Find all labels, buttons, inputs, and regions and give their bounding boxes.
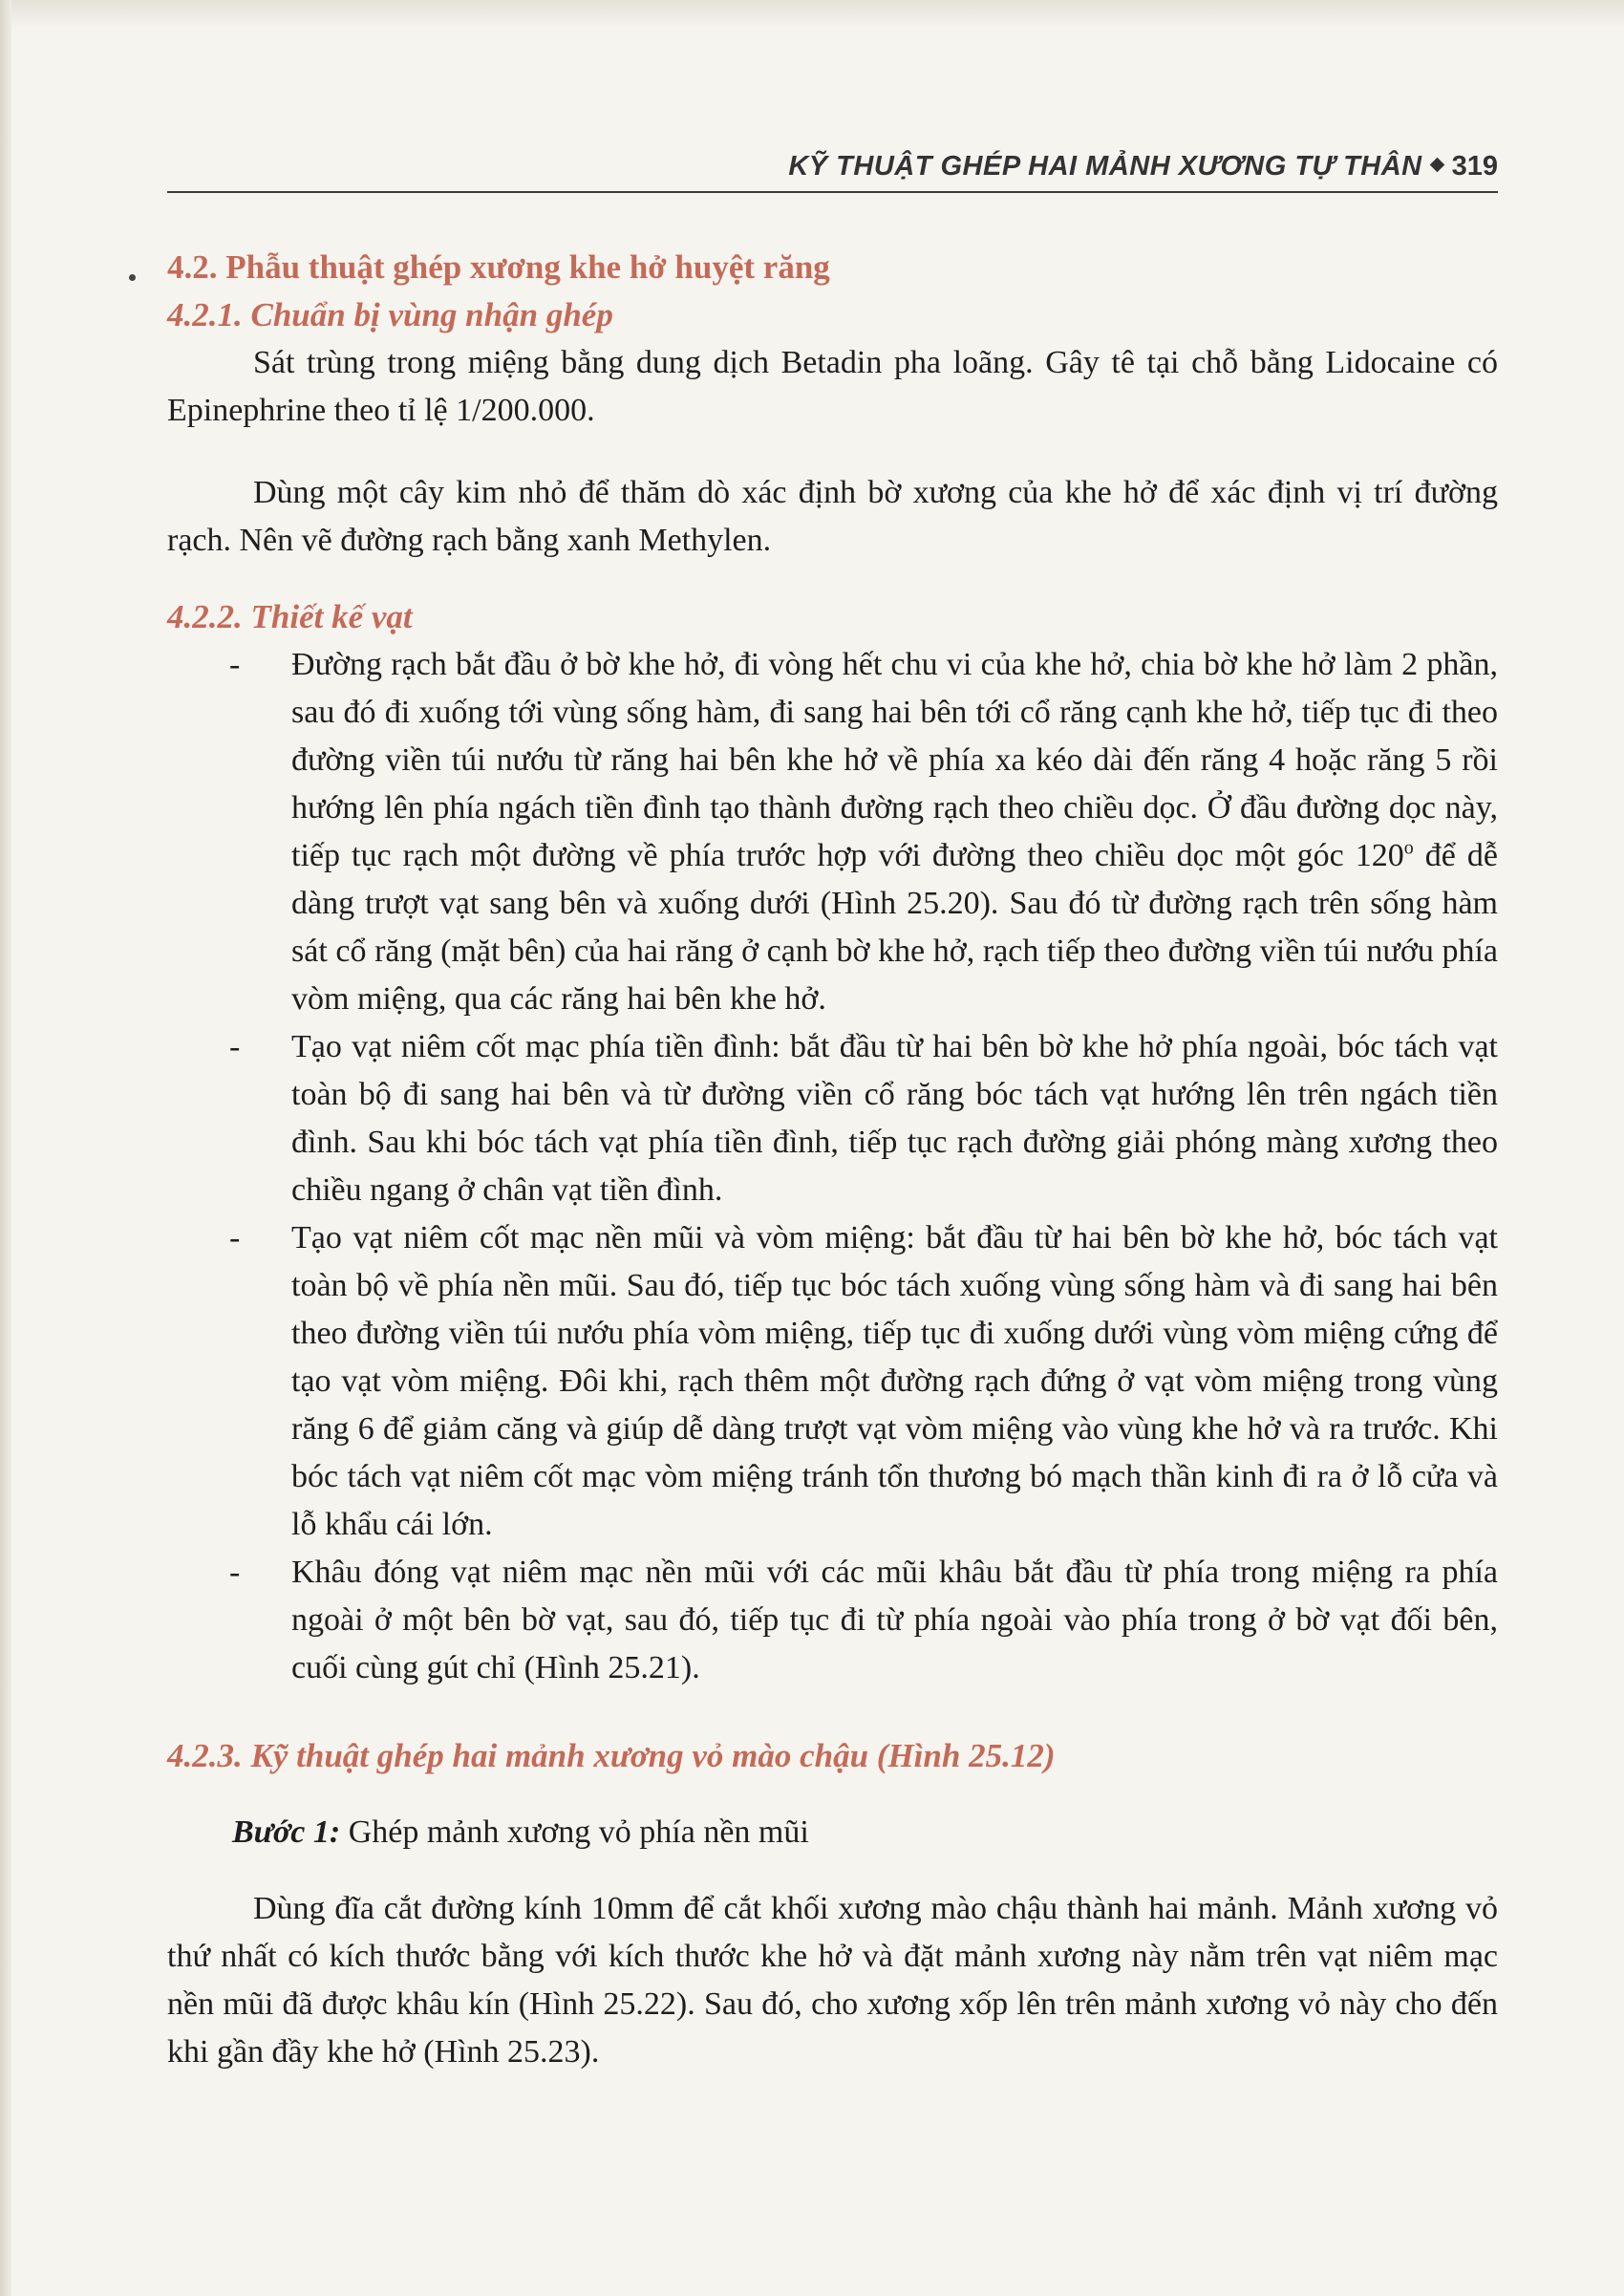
paragraph: Dùng một cây kim nhỏ để thăm dò xác định bờ xương của khe hở để xác định vị trí đường rạch. Nên vẽ đường rạch bằng xanh Methylen. — [167, 475, 1498, 558]
diamond-icon — [1429, 157, 1444, 172]
dash-marker: - — [229, 1555, 241, 1590]
page-number: 319 — [1451, 150, 1498, 182]
list-item — [167, 1549, 1498, 1692]
page-content — [167, 244, 1498, 2076]
page-left-edge — [0, 0, 11, 2296]
list-item — [167, 1214, 1498, 1549]
margin-dot-icon — [129, 274, 136, 281]
dash-marker: - — [229, 647, 241, 682]
subsection-heading-2: 4.2.2. Thiết kế vạt — [167, 598, 413, 635]
dash-marker: - — [229, 1029, 241, 1064]
running-title: KỸ THUẬT GHÉP HAI MẢNH XƯƠNG TỰ THÂN — [788, 150, 1422, 182]
page-top-edge — [0, 0, 1624, 29]
step-label: Bước 1: — [232, 1814, 341, 1850]
step-text: Ghép mảnh xương vỏ phía nền mũi — [340, 1814, 809, 1850]
step-line — [232, 1809, 1498, 1856]
list-item-text: Đường rạch bắt đầu ở bờ khe hở, đi vòng hết chu vi của khe hở, chia bờ khe hở làm 2 phần, sau đó đi xuống tới vùng sống hàm, đi sang hai bên tới cổ răng cạnh khe hở, tiếp tục đi theo đường viền túi nướu từ răng hai bên khe hở về phía xa kéo dài đến răng 4 hoặc răng 5 rồi hướng lên phía ngách tiền đình tạo thành đường rạch theo chiều dọc. Ở đầu đường dọc này, tiếp tục rạch một đường về phía trước hợp với đường theo chiều dọc một góc 120$^o$ để dễ dàng trượt vạt sang bên và xuống dưới (Hình 25.20). Sau đó từ đường rạch trên sống hàm sát cổ răng (mặt bên) của hai răng ở cạnh bờ khe hở, rạch tiếp theo đường viền túi nướu phía vòm miệng, qua các răng hai bên khe hở. — [291, 647, 1498, 1017]
list-item-text: Tạo vạt niêm cốt mạc nền mũi và vòm miệng: bắt đầu từ hai bên bờ khe hở, bóc tách vạt toàn bộ về phía nền mũi. Sau đó, tiếp tục bóc tách xuống vùng sống hàm và đi sang hai bên theo đường viền túi nướu phía vòm miệng, tiếp tục đi xuống dưới vùng vòm miệng cứng để tạo vạt vòm miệng. Đôi khi, rạch thêm một đường rạch đứng ở vạt vòm miệng trong vùng răng 6 để giảm căng và giúp dễ dàng trượt vạt vòm miệng vào vùng khe hở và ra trước. Khi bóc tách vạt niêm cốt mạc vòm miệng tránh tổn thương bó mạch thần kinh đi ra ở lỗ cửa và lỗ khẩu cái lớn. — [291, 1220, 1498, 1542]
list-item-text: Khâu đóng vạt niêm mạc nền mũi với các mũi khâu bắt đầu từ phía trong miệng ra phía ngoài ở một bên bờ vạt, sau đó, tiếp tục đi từ phía ngoài vào phía trong ở bờ vạt đối bên, cuối cùng gút chỉ (Hình 25.21). — [291, 1555, 1498, 1685]
list-item-text: Tạo vạt niêm cốt mạc phía tiền đình: bắt đầu từ hai bên bờ khe hở phía ngoài, bóc tách vạt toàn bộ đi sang hai bên và từ đường viền cổ răng bóc tách vạt hướng lên trên ngách tiền đình. Sau khi bóc tách vạt phía tiền đình, tiếp tục rạch đường giải phóng màng xương theo chiều ngang ở chân vạt tiền đình. — [291, 1029, 1498, 1208]
subsection-heading-3: 4.2.3. Kỹ thuật ghép hai mảnh xương vỏ mào chậu (Hình 25.12) — [167, 1737, 1056, 1774]
running-header — [167, 141, 1498, 193]
section-heading: 4.2. Phẫu thuật ghép xương khe hở huyệt răng — [167, 248, 830, 286]
paragraph: Dùng đĩa cắt đường kính 10mm để cắt khối xương mào chậu thành hai mảnh. Mảnh xương vỏ thứ nhất có kích thước bằng với kích thước khe hở và đặt mảnh xương này nằm trên vạt niêm mạc nền mũi đã được khâu kín (Hình 25.22). Sau đó, cho xương xốp lên trên mảnh xương vỏ này cho đến khi gần đầy khe hở (Hình 25.23). — [167, 1891, 1498, 2070]
dash-list — [167, 641, 1498, 1692]
paragraph: Sát trùng trong miệng bằng dung dịch Betadin pha loãng. Gây tê tại chỗ bằng Lidocaine có Epinephrine theo tỉ lệ 1/200.000. — [167, 345, 1498, 428]
list-item — [167, 641, 1498, 1023]
dash-marker: - — [229, 1220, 241, 1255]
degree-superscript: o — [1403, 837, 1414, 859]
list-item — [167, 1023, 1498, 1214]
subsection-heading-1: 4.2.1. Chuẩn bị vùng nhận ghép — [167, 296, 613, 333]
